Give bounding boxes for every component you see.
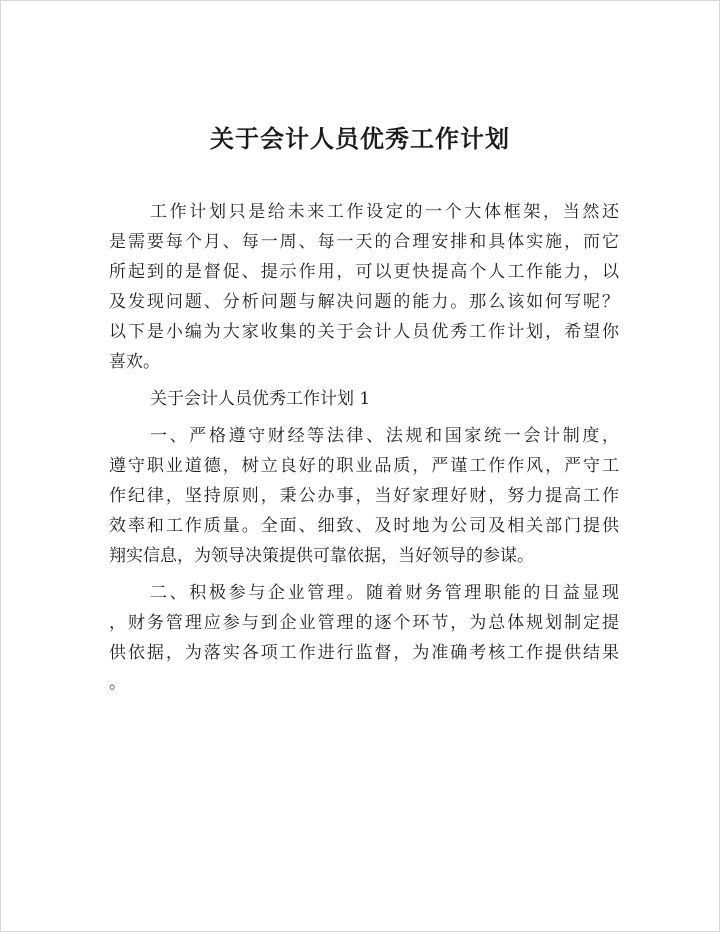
paragraph-line: 是需要每个月、每一周、每一天的合理安排和具体实施，而它	[109, 232, 619, 252]
paragraph-line: 遵守职业道德，树立良好的职业品质，严谨工作作风，严守工	[109, 456, 619, 476]
paragraph-line: 二、积极参与企业管理。随着财务管理职能的日益显现	[150, 583, 619, 603]
paragraph-line: 及发现问题、分析问题与解决问题的能力。那么该如何写呢？	[109, 292, 619, 312]
paragraph-line: ，财务管理应参与到企业管理的逐个环节，为总体规划制定提	[109, 613, 619, 633]
paragraph-line: 翔实信息，为领导决策提供可靠依据，当好领导的参谋。	[109, 546, 534, 566]
document-body	[109, 197, 619, 698]
paragraph-line: 效率和工作质量。全面、细致、及时地为公司及相关部门提供	[109, 516, 619, 536]
paragraph-line: 供依据，为落实各项工作进行监督，为准确考核工作提供结果	[109, 643, 619, 663]
paragraph-line: 所起到的是督促、提示作用，可以更快提高个人工作能力，以	[109, 262, 619, 282]
section-heading: 关于会计人员优秀工作计划 1	[150, 389, 371, 409]
paragraph-line: 以下是小编为大家收集的关于会计人员优秀工作计划，希望你	[109, 322, 619, 342]
paragraph-line: 作纪律，坚持原则，秉公办事，当好家理好财，努力提高工作	[109, 486, 619, 506]
paragraph-line: 喜欢。	[109, 352, 160, 372]
paragraph-line: 工作计划只是给未来工作设定的一个大体框架，当然还	[150, 202, 619, 222]
paragraph-line: 。	[109, 673, 126, 693]
document-title: 关于会计人员优秀工作计划	[210, 125, 510, 153]
paragraph-line: 一、严格遵守财经等法律、法规和国家统一会计制度，	[150, 426, 619, 446]
